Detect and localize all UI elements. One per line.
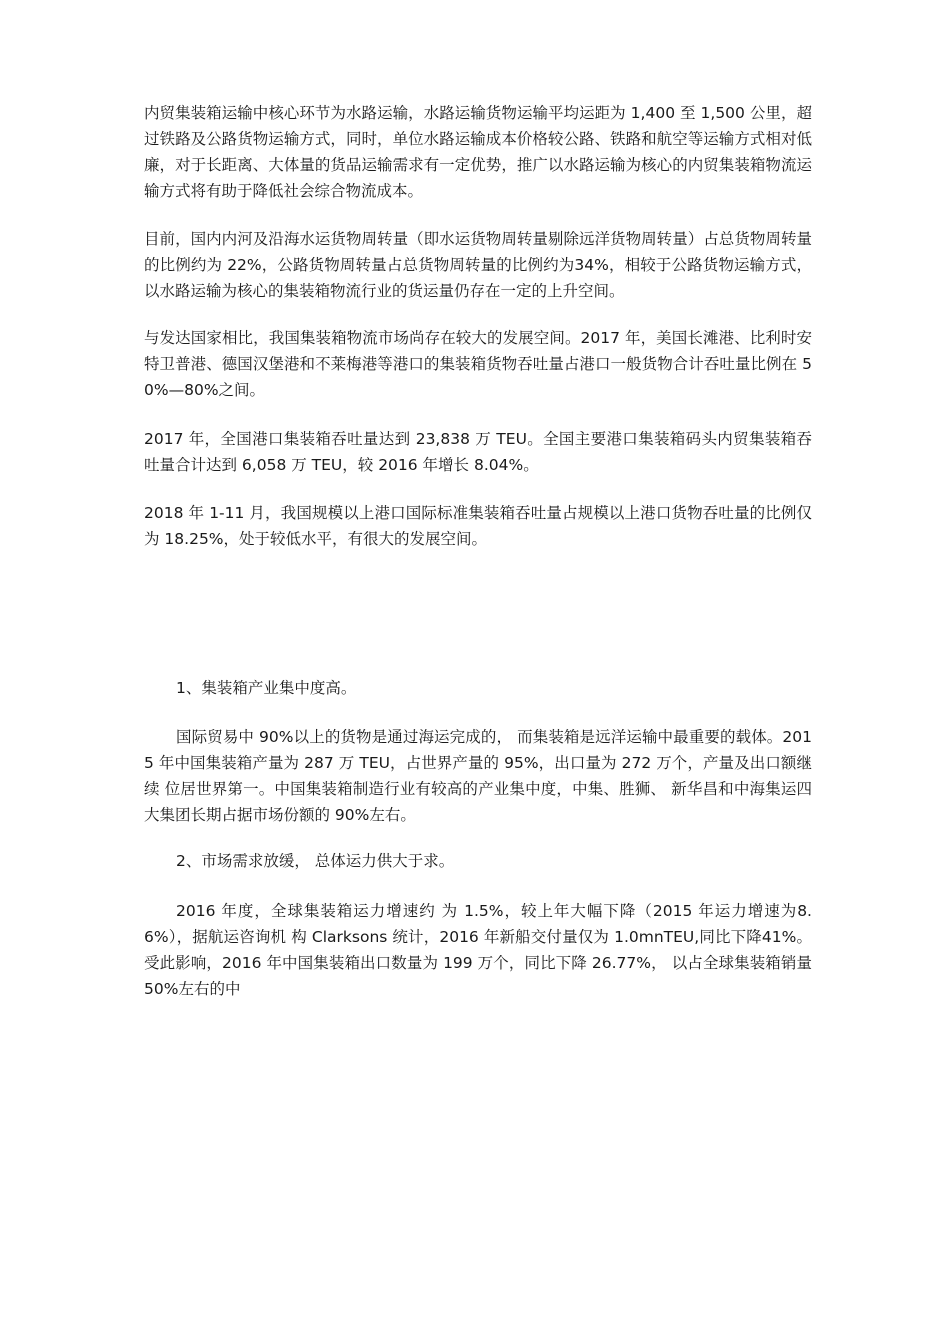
paragraph-developed-countries: 与发达国家相比，我国集装箱物流市场尚存在较大的发展空间。2017 年，美国长滩港、比利时安特卫普港、德国汉堡港和不莱梅港等港口的集装箱货物吞吐量占港口一般货物合计吞吐量比例在 50%—80%之间。 [144,329,812,399]
paragraph-water-transport: 内贸集装箱运输中核心环节为水路运输，水路运输货物运输平均运距为 1,400 至 1,500 公里，超过铁路及公路货物运输方式，同时，单位水路运输成本价格较公路、铁路和航空等运输方式相对低廉，对于长距离、大体量的货品运输需求有一定优势，推广以水路运输为核心的内贸集装箱物流运输方式将有助于降低社会综合物流成本。 [144,104,812,200]
paragraph-2017-throughput: 2017 年，全国港口集装箱吞吐量达到 23,838 万 TEU。全国主要港口集装箱码头内贸集装箱吞吐量合计达到 6,058 万 TEU，较 2016 年增长 8.04%。 [144,430,812,474]
paragraph-turnover-ratio: 目前，国内内河及沿海水运货物周转量（即水运货物周转量剔除远洋货物周转量）占总货物周转量的比例约为 22%，公路货物周转量占总货物周转量的比例约为34%，相较于公路货物运输方式，以水路运输为核心的集装箱物流行业的货运量仍存在一定的上升空间。 [144,230,812,300]
section-heading-concentration: 1、集装箱产业集中度高。 [176,679,357,697]
section-heading-demand: 2、市场需求放缓， 总体运力供大于求。 [176,852,455,870]
paragraph-2018-ratio: 2018 年 1-11 月，我国规模以上港口国际标准集装箱吞吐量占规模以上港口货物吞吐量的比例仅为 18.25%，处于较低水平，有很大的发展空间。 [144,504,812,548]
paragraph-industry-concentration: 国际贸易中 90%以上的货物是通过海运完成的， 而集装箱是远洋运输中最重要的载体。2015 年中国集装箱产量为 287 万 TEU，占世界产量的 95%，出口量为 272 万个，产量及出口额继续 位居世界第一。中国集装箱制造行业有较高的产业集中度，中集、胜狮、 新华昌和中海集运四大集团长期占据市场份额的 90%左右。 [144,728,812,824]
paragraph-demand-slowdown: 2016 年度，全球集装箱运力增速约 为 1.5%，较上年大幅下降（2015 年运力增速为8.6%），据航运咨询机 构 Clarksons 统计，2016 年新船交付量仅为 1.0mnTEU,同比下降41%。受此影响，2016 年中国集装箱出口数量为 199 万个，同比下降 26.77%， 以占全球集装箱销量 50%左右的中 [144,902,812,998]
